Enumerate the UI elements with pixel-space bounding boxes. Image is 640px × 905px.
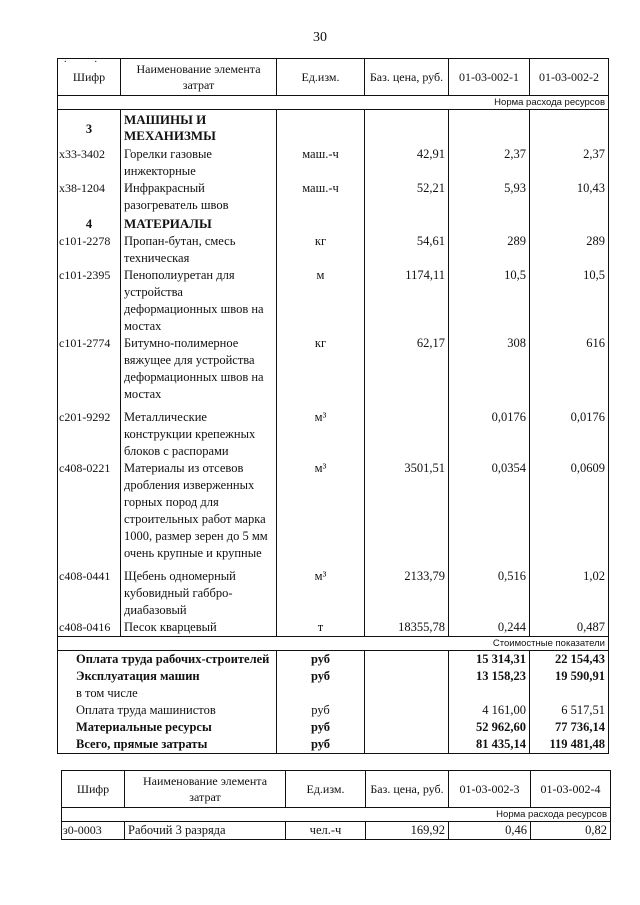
summary-value-1: 81 435,14 bbox=[449, 736, 530, 754]
norm-label-row bbox=[58, 96, 609, 110]
summary-unit: руб bbox=[277, 668, 365, 685]
section-header-row bbox=[58, 110, 609, 147]
table-row bbox=[62, 822, 611, 840]
resource-table-2 bbox=[61, 770, 611, 840]
resource-unit: м³ bbox=[277, 403, 365, 460]
table-row bbox=[58, 267, 609, 335]
norm-value-1: 10,5 bbox=[449, 267, 530, 335]
table-row bbox=[58, 619, 609, 637]
empty-cell bbox=[277, 110, 365, 147]
resource-name: Материалы из отсевов дробления изверженных горных пород для строительных работ марка 1000, размер зерен до 5 мм очень крупные и крупные bbox=[121, 460, 277, 562]
table-row bbox=[58, 403, 609, 460]
resource-unit: м³ bbox=[277, 460, 365, 562]
summary-value-2 bbox=[530, 685, 609, 702]
empty-cell bbox=[365, 719, 449, 736]
norm-label-row bbox=[62, 808, 611, 822]
table-header-row bbox=[58, 59, 609, 96]
cost-label-row bbox=[58, 637, 609, 651]
norm-value-1: 5,93 bbox=[449, 180, 530, 214]
summary-value-1: 4 161,00 bbox=[449, 702, 530, 719]
resource-price bbox=[365, 403, 449, 460]
resource-code: с101-2395 bbox=[58, 267, 121, 335]
table-row bbox=[58, 460, 609, 562]
resource-price: 54,61 bbox=[365, 233, 449, 267]
empty-cell bbox=[449, 214, 530, 233]
summary-row bbox=[58, 668, 609, 685]
summary-unit: руб bbox=[277, 702, 365, 719]
header-col1: 01-03-002-3 bbox=[449, 771, 531, 808]
table-row bbox=[58, 562, 609, 619]
summary-unit bbox=[277, 685, 365, 702]
resource-unit: чел.-ч bbox=[286, 822, 366, 840]
section-number: 4 bbox=[58, 214, 121, 233]
empty-cell bbox=[365, 214, 449, 233]
summary-row bbox=[58, 702, 609, 719]
summary-label: Материальные ресурсы bbox=[58, 719, 277, 736]
summary-value-1: 13 158,23 bbox=[449, 668, 530, 685]
resource-name: Пропан-бутан, смесь техническая bbox=[121, 233, 277, 267]
resource-name: Пенополиуретан для устройства деформационных швов на мостах bbox=[121, 267, 277, 335]
resource-unit: м³ bbox=[277, 562, 365, 619]
section-title: МАТЕРИАЛЫ bbox=[121, 214, 277, 233]
scan-marks: .. bbox=[64, 54, 125, 65]
norm-value-2: 2,37 bbox=[530, 146, 609, 180]
resource-code: с408-0441 bbox=[58, 562, 121, 619]
norm-value-2: 10,5 bbox=[530, 267, 609, 335]
summary-value-1: 52 962,60 bbox=[449, 719, 530, 736]
empty-cell bbox=[365, 736, 449, 754]
resource-name: Металлические конструкции крепежных блоков с распорами bbox=[121, 403, 277, 460]
resource-code: с201-9292 bbox=[58, 403, 121, 460]
section-title: МАШИНЫ И МЕХАНИЗМЫ bbox=[121, 110, 277, 147]
empty-cell bbox=[449, 110, 530, 147]
empty-cell bbox=[365, 651, 449, 669]
norm-value-1: 0,516 bbox=[449, 562, 530, 619]
summary-label: в том числе bbox=[58, 685, 277, 702]
resource-code: х38-1204 bbox=[58, 180, 121, 214]
header-price: Баз. цена, руб. bbox=[365, 59, 449, 96]
resource-price: 169,92 bbox=[366, 822, 449, 840]
summary-row bbox=[58, 719, 609, 736]
norm-value-2: 0,0609 bbox=[530, 460, 609, 562]
resource-code: с408-0221 bbox=[58, 460, 121, 562]
resource-name: Песок кварцевый bbox=[121, 619, 277, 637]
resource-unit: маш.-ч bbox=[277, 146, 365, 180]
empty-cell bbox=[365, 685, 449, 702]
table-row bbox=[58, 233, 609, 267]
summary-label: Эксплуатация машин bbox=[58, 668, 277, 685]
resource-unit: т bbox=[277, 619, 365, 637]
resource-price: 42,91 bbox=[365, 146, 449, 180]
summary-unit: руб bbox=[277, 719, 365, 736]
norm-value-1: 0,0176 bbox=[449, 403, 530, 460]
table2-header-row bbox=[62, 771, 611, 808]
resource-name: Битумно-полимерное вяжущее для устройства деформационных швов на мостах bbox=[121, 335, 277, 403]
page-number: 30 bbox=[313, 30, 327, 45]
resource-code: з0-0003 bbox=[62, 822, 125, 840]
summary-value-2: 119 481,48 bbox=[530, 736, 609, 754]
summary-value-2: 19 590,91 bbox=[530, 668, 609, 685]
resource-name: Щебень одномерный кубовидный габбро-диабазовый bbox=[121, 562, 277, 619]
summary-row bbox=[58, 736, 609, 754]
table-row bbox=[58, 180, 609, 214]
norm-value-1: 0,0354 bbox=[449, 460, 530, 562]
empty-cell bbox=[277, 214, 365, 233]
summary-value-2: 22 154,43 bbox=[530, 651, 609, 669]
summary-row bbox=[58, 685, 609, 702]
empty-cell bbox=[365, 668, 449, 685]
resource-code: х33-3402 bbox=[58, 146, 121, 180]
summary-label: Всего, прямые затраты bbox=[58, 736, 277, 754]
table-row bbox=[58, 146, 609, 180]
resource-code: с408-0416 bbox=[58, 619, 121, 637]
norm-value-2: 289 bbox=[530, 233, 609, 267]
norm-label: Норма расхода ресурсов bbox=[62, 808, 611, 822]
section-header-row bbox=[58, 214, 609, 233]
summary-value-2: 77 736,14 bbox=[530, 719, 609, 736]
resource-name: Рабочий 3 разряда bbox=[125, 822, 286, 840]
header-col2: 01-03-002-2 bbox=[530, 59, 609, 96]
summary-label: Оплата труда машинистов bbox=[58, 702, 277, 719]
norm-value-1: 308 bbox=[449, 335, 530, 403]
summary-value-2: 6 517,51 bbox=[530, 702, 609, 719]
header-price: Баз. цена, руб. bbox=[366, 771, 449, 808]
norm-value-2: 616 bbox=[530, 335, 609, 403]
header-name: Наименование элемента затрат bbox=[125, 771, 286, 808]
norm-value-2: 1,02 bbox=[530, 562, 609, 619]
empty-cell bbox=[530, 214, 609, 233]
norm-value-1: 2,37 bbox=[449, 146, 530, 180]
resource-unit: маш.-ч bbox=[277, 180, 365, 214]
resource-name: Горелки газовые инжекторные bbox=[121, 146, 277, 180]
resource-table bbox=[57, 58, 609, 754]
header-name: Наименование элемента затрат bbox=[121, 59, 277, 96]
norm-value-2: 0,82 bbox=[531, 822, 611, 840]
summary-value-1: 15 314,31 bbox=[449, 651, 530, 669]
summary-unit: руб bbox=[277, 736, 365, 754]
summary-row bbox=[58, 651, 609, 669]
resource-price: 1174,11 bbox=[365, 267, 449, 335]
resource-code: с101-2774 bbox=[58, 335, 121, 403]
norm-value-1: 289 bbox=[449, 233, 530, 267]
resource-price: 62,17 bbox=[365, 335, 449, 403]
empty-cell bbox=[365, 702, 449, 719]
norm-value-1: 0,244 bbox=[449, 619, 530, 637]
resource-unit: кг bbox=[277, 335, 365, 403]
empty-cell bbox=[530, 110, 609, 147]
table-row bbox=[58, 335, 609, 403]
resource-name: Инфракрасный разогреватель швов bbox=[121, 180, 277, 214]
resource-code: с101-2278 bbox=[58, 233, 121, 267]
norm-value-2: 0,0176 bbox=[530, 403, 609, 460]
summary-value-1 bbox=[449, 685, 530, 702]
section-number: 3 bbox=[58, 110, 121, 147]
cost-label: Стоимостные показатели bbox=[58, 637, 609, 651]
header-unit: Ед.изм. bbox=[277, 59, 365, 96]
resource-price: 52,21 bbox=[365, 180, 449, 214]
header-code: Шифр bbox=[58, 59, 121, 96]
header-col2: 01-03-002-4 bbox=[531, 771, 611, 808]
header-col1: 01-03-002-1 bbox=[449, 59, 530, 96]
empty-cell bbox=[365, 110, 449, 147]
resource-price: 2133,79 bbox=[365, 562, 449, 619]
norm-value-1: 0,46 bbox=[449, 822, 531, 840]
header-unit: Ед.изм. bbox=[286, 771, 366, 808]
resource-unit: м bbox=[277, 267, 365, 335]
resource-price: 3501,51 bbox=[365, 460, 449, 562]
norm-value-2: 0,487 bbox=[530, 619, 609, 637]
summary-unit: руб bbox=[277, 651, 365, 669]
norm-label: Норма расхода ресурсов bbox=[58, 96, 609, 110]
norm-value-2: 10,43 bbox=[530, 180, 609, 214]
resource-price: 18355,78 bbox=[365, 619, 449, 637]
header-code: Шифр bbox=[62, 771, 125, 808]
resource-unit: кг bbox=[277, 233, 365, 267]
summary-label: Оплата труда рабочих-строителей bbox=[58, 651, 277, 669]
